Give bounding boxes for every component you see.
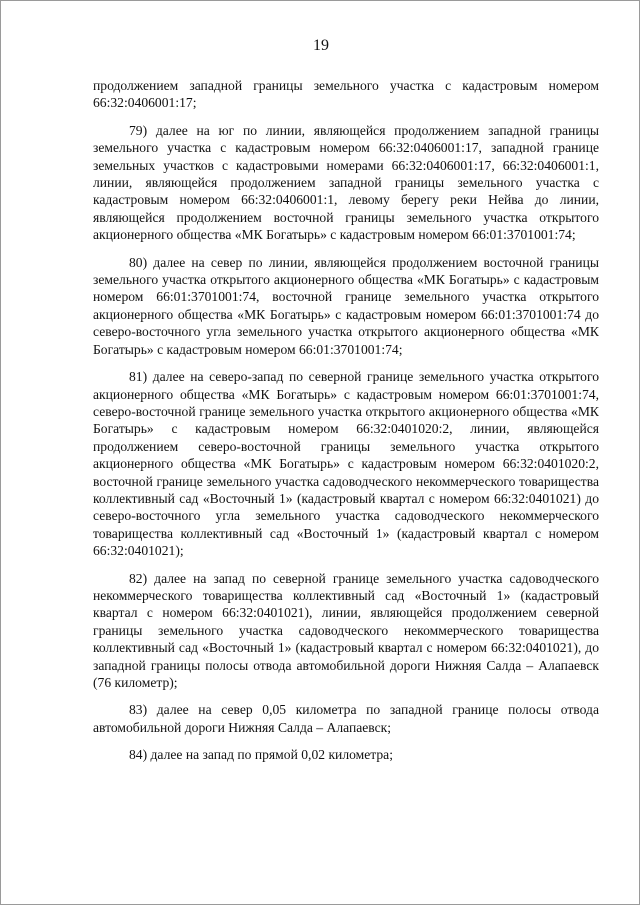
- paragraph-continuation: продолжением западной границы земельного участка с кадастровым номером 66:32:0406001:17;: [93, 78, 599, 111]
- paragraph-84: 84) далее на запад по прямой 0,02 километра;: [129, 747, 393, 763]
- page-number: 19: [313, 37, 329, 54]
- paragraph-81: 81) далее на северо-запад по северной границе земельного участка открытого акционерного общества «МК Богатырь» с кадастровым номером 66:01:3701001:74, северо-восточной границе земельного участка открытого акционерного общества «МК Богатырь» с кадастровым номером 66:32:0401020:2, линии, являющейся продолжением северо-восточной границы земельного участка открытого акционерного общества «МК Богатырь» с кадастровым номером 66:32:0401020:2, восточной границе земельного участка садоводческого некоммерческого товарищества коллективный сад «Восточный 1» (кадастровый квартал с номером 66:32:0401021) до северо-восточного угла земельного участка садоводческого некоммерческого товарищества коллективный сад «Восточный 1» (кадастровый квартал с номером 66:32:0401021);: [93, 369, 599, 559]
- document-body: [93, 77, 599, 774]
- paragraph-82: 82) далее на запад по северной границе земельного участка садоводческого некоммерческого товарищества коллективный сад «Восточный 1» (кадастровый квартал с номером 66:32:0401021), линии, являющейся продолжением северной границы земельного участка садоводческого некоммерческого товарищества коллективный сад «Восточный 1» (кадастровый квартал с номером 66:32:0401021), до западной границы полосы отвода автомобильной дороги Нижняя Салда – Алапаевск (76 километр);: [93, 570, 599, 690]
- paragraph-80: 80) далее на север по линии, являющейся продолжением восточной границы земельного участка открытого акционерного общества «МК Богатырь» с кадастровым номером 66:01:3701001:74, восточной границе земельного участка открытого акционерного общества «МК Богатырь» с кадастровым номером 66:01:3701001:74 до северо-восточного угла земельного участка открытого акционерного общества «МК Богатырь» с кадастровым номером 66:01:3701001:74;: [93, 254, 599, 357]
- paragraph-83: 83) далее на север 0,05 километра по западной границе полосы отвода автомобильной дороги Нижняя Салда – Алапаевск;: [93, 702, 599, 735]
- paragraph-79: 79) далее на юг по линии, являющейся продолжением западной границы земельного участка с кадастровым номером 66:32:0406001:17, западной границе земельных участков с кадастровыми номерами 66:32:0406001:17, 66:32:0406001:1, линии, являющейся продолжением западной границы земельного участка с кадастровым номером 66:32:0406001:1, левому берегу реки Нейва до линии, являющейся продолжением восточной границы земельного участка открытого акционерного общества «МК Богатырь» с кадастровым номером 66:01:3701001:74;: [93, 122, 599, 243]
